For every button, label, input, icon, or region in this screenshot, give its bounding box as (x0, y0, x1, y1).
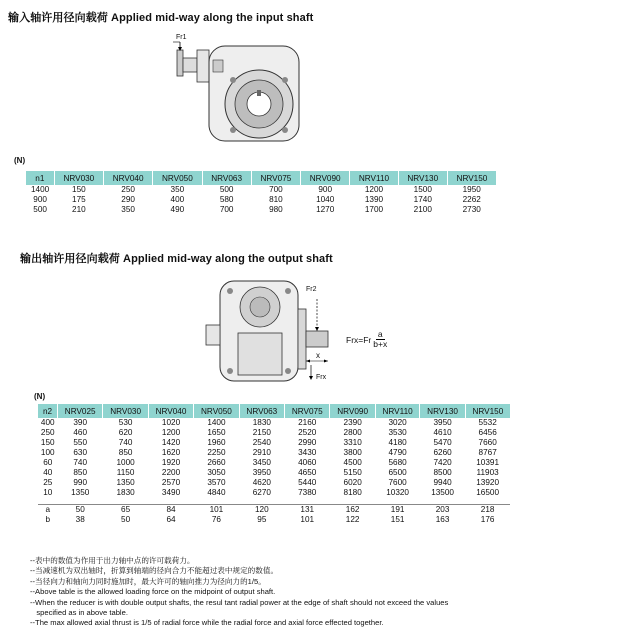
table-cell: 3050 (207, 468, 226, 477)
input-header-cell: n1 (26, 171, 54, 185)
table-cell: 500 (33, 205, 47, 214)
input-shaft-drawing (163, 36, 323, 146)
input-unit-label: (N) (14, 156, 26, 165)
table-cell: 3950 (252, 468, 271, 477)
table-cell: 1200 (364, 185, 384, 194)
note-line: --表中的数值为作用于出力轴中点的许可载荷力。 (30, 556, 195, 565)
table-cell: 1500 (413, 185, 432, 194)
input-header-cell: NRV040 (103, 171, 152, 185)
table-cell: 8767 (478, 448, 497, 457)
table-cell: 101 (300, 515, 315, 524)
input-table-header (26, 171, 496, 185)
table-cell: 350 (121, 205, 135, 214)
table-cell: 4060 (298, 458, 317, 467)
table-cell: 4650 (298, 468, 317, 477)
notes (30, 556, 610, 629)
note-line: --When the reducer is with double output shafts, the resul tant radial power at the edge of shaft should not exceed the values (30, 597, 449, 607)
table-cell: 60 (43, 458, 53, 467)
table-cell: 210 (72, 205, 86, 214)
table-cell: 3530 (388, 428, 407, 437)
output-header-cell: n2 (38, 404, 58, 418)
table-cell: 980 (269, 205, 283, 214)
input-header-cell: NRV150 (447, 171, 496, 185)
table-cell: 850 (118, 448, 133, 457)
table-cell: 620 (118, 428, 133, 437)
x-dimension-label: x (316, 351, 320, 360)
table-cell: 290 (121, 195, 135, 204)
table-cell: 218 (465, 505, 510, 516)
table-cell: 10320 (386, 488, 409, 497)
table-cell: 530 (118, 418, 133, 427)
table-row (38, 438, 510, 448)
table-cell: 2660 (207, 458, 226, 467)
table-cell: 2160 (298, 418, 317, 427)
table-cell: 1950 (462, 185, 481, 194)
table-cell: 64 (166, 515, 176, 524)
table-cell: 700 (219, 205, 234, 214)
output-header-cell: NRV030 (103, 404, 148, 418)
table-cell: 175 (72, 195, 86, 204)
output-table-header (38, 404, 510, 418)
input-header-cell: NRV090 (301, 171, 350, 185)
table-cell: 1830 (116, 488, 135, 497)
table-cell: 3490 (161, 488, 181, 497)
table-cell: 2250 (207, 448, 226, 457)
table-cell: 191 (375, 505, 420, 516)
table-cell: 6270 (252, 488, 271, 497)
table-cell: 4500 (343, 458, 362, 467)
note-line: --Above table is the allowed loading force on the midpoint of output shaft. (30, 587, 276, 597)
table-cell: 162 (330, 505, 375, 516)
table-row (38, 418, 510, 428)
table-cell: 100 (40, 448, 55, 457)
input-load-table (26, 171, 496, 215)
output-header-cell: NRV025 (58, 404, 103, 418)
table-cell: 1740 (413, 195, 432, 204)
table-cell: 95 (257, 515, 267, 524)
table-cell: 7660 (478, 438, 497, 447)
table-cell: 2990 (298, 438, 317, 447)
table-cell: 5150 (343, 468, 362, 477)
table-cell: 6260 (433, 448, 452, 457)
table-cell: 4610 (433, 428, 452, 437)
table-cell: 400 (40, 418, 55, 427)
table-cell: 1700 (364, 205, 384, 214)
formula-fraction (373, 330, 387, 349)
input-header-cell: NRV030 (54, 171, 103, 185)
table-row (38, 505, 510, 516)
table-cell: 740 (118, 438, 133, 447)
input-header-cell: NRV130 (398, 171, 447, 185)
table-cell: 3800 (343, 448, 362, 457)
table-cell: 8500 (433, 468, 452, 477)
table-cell: 3570 (207, 478, 226, 487)
note-line: --当减速机为双出轴时，折算到轴端的径向合力不能超过表中规定的数值。 (30, 566, 279, 576)
table-cell: 2520 (298, 428, 317, 437)
note-line: --当径向力和轴向力同时施加时，最大许可的轴向推力为径向力的1/5。 (30, 576, 266, 586)
table-cell: 76 (211, 515, 221, 524)
table-cell: 150 (40, 438, 55, 447)
note-line: specified as in above table. (30, 608, 128, 618)
table-cell: 5680 (388, 458, 407, 467)
table-cell: 5532 (478, 418, 497, 427)
fr1-label: Fr1 (176, 34, 187, 41)
table-cell: 3950 (433, 418, 452, 427)
table-row (38, 448, 510, 458)
table-row (38, 458, 510, 468)
table-cell: 3020 (388, 418, 407, 427)
output-unit-label: (N) (34, 392, 46, 401)
table-cell: 122 (345, 515, 360, 524)
table-cell: 490 (170, 205, 185, 214)
table-cell: 1040 (316, 195, 335, 204)
table-cell: 1150 (116, 468, 135, 477)
table-cell: 700 (269, 185, 283, 194)
table-cell: 11903 (476, 468, 499, 477)
output-header-cell: NRV075 (285, 404, 330, 418)
table-cell: 4840 (207, 488, 226, 497)
note-line: --The max allowed axial thrust is 1/5 of radial force while the radial force and axial force effected together. (30, 618, 384, 628)
table-cell: 2730 (462, 205, 481, 214)
table-cell: 176 (480, 515, 495, 524)
table-cell: 740 (73, 458, 88, 467)
table-cell: 1420 (161, 438, 181, 447)
frx-label: Frx (316, 374, 327, 381)
table-cell: 580 (219, 195, 234, 204)
output-header-cell: NRV110 (375, 404, 420, 418)
table-cell: 1650 (207, 428, 226, 437)
table-cell: 4620 (252, 478, 271, 487)
table-cell: 1400 (207, 418, 226, 427)
table-cell: 6020 (343, 478, 362, 487)
table-cell: 5440 (298, 478, 317, 487)
table-cell: 25 (43, 478, 53, 487)
output-header-cell: NRV040 (148, 404, 193, 418)
table-row (38, 488, 510, 498)
table-cell: 120 (239, 505, 284, 516)
table-cell: 163 (435, 515, 450, 524)
table-cell: 2150 (252, 428, 271, 437)
table-cell: 2800 (343, 428, 362, 437)
table-cell: 5470 (433, 438, 452, 447)
formula (346, 330, 387, 349)
table-cell: 13920 (476, 478, 500, 487)
table-row (38, 478, 510, 488)
table-cell: 1830 (252, 418, 271, 427)
output-section-title: 输出轴许用径向载荷 Applied mid-way along the output shaft (20, 253, 333, 265)
table-cell: 8180 (343, 488, 362, 497)
table-cell: 1350 (116, 478, 135, 487)
input-header-cell: NRV075 (251, 171, 300, 185)
table-cell: 9940 (433, 478, 452, 487)
input-header-cell: NRV063 (202, 171, 251, 185)
table-cell: a (38, 505, 58, 516)
table-cell: 10 (43, 488, 53, 497)
table-cell: 2100 (413, 205, 432, 214)
table-cell: 7420 (433, 458, 452, 467)
table-cell: 16500 (476, 488, 500, 497)
output-header-cell: NRV130 (420, 404, 465, 418)
table-row (38, 468, 510, 478)
table-cell: 990 (73, 478, 88, 487)
table-cell: 131 (285, 505, 330, 516)
table-cell: 900 (33, 195, 47, 204)
table-cell: 3450 (252, 458, 271, 467)
table-cell: 3310 (343, 438, 362, 447)
table-cell: 1390 (364, 195, 384, 204)
table-row (38, 515, 510, 525)
table-cell: 1920 (161, 458, 181, 467)
table-cell: 500 (219, 185, 234, 194)
fr2-label: Fr2 (306, 286, 317, 293)
table-cell: 1200 (161, 428, 181, 437)
table-cell: 7600 (388, 478, 407, 487)
input-header-cell: NRV110 (350, 171, 398, 185)
input-section-title: 输入轴许用径向载荷 Applied mid-way along the input shaft (8, 12, 314, 24)
table-cell: 630 (73, 448, 88, 457)
input-header-cell: NRV050 (153, 171, 202, 185)
table-cell: 101 (194, 505, 239, 516)
table-cell: 7380 (298, 488, 317, 497)
table-cell: 350 (170, 185, 185, 194)
table-cell: 6456 (478, 428, 497, 437)
output-load-table (38, 404, 510, 525)
table-row (26, 195, 496, 205)
table-cell: 1620 (161, 448, 181, 457)
table-cell: 4180 (388, 438, 407, 447)
table-cell: 84 (148, 505, 193, 516)
table-cell: 2262 (462, 195, 481, 204)
table-cell: 6500 (388, 468, 407, 477)
formula-numerator: a (377, 329, 383, 339)
table-row (26, 185, 496, 195)
table-cell: 900 (318, 185, 333, 194)
table-cell: 1400 (31, 185, 50, 194)
table-cell: 50 (58, 505, 103, 516)
table-cell: 203 (420, 505, 465, 516)
table-cell: 1960 (207, 438, 226, 447)
table-cell: 1270 (316, 205, 335, 214)
formula-denominator: b+x (373, 339, 388, 349)
table-cell: 550 (73, 438, 88, 447)
table-cell: 10391 (476, 458, 500, 467)
table-cell: 3430 (298, 448, 317, 457)
table-cell: b (45, 515, 51, 524)
table-cell: 2570 (161, 478, 181, 487)
table-cell: 850 (73, 468, 88, 477)
table-cell: 1020 (161, 418, 181, 427)
table-cell: 2540 (252, 438, 271, 447)
output-header-cell: NRV063 (239, 404, 284, 418)
table-cell: 50 (121, 515, 131, 524)
table-cell: 40 (43, 468, 53, 477)
table-cell: 250 (121, 185, 135, 194)
table-cell: 150 (72, 185, 86, 194)
table-cell: 460 (73, 428, 88, 437)
output-header-cell: NRV050 (194, 404, 239, 418)
formula-lhs: Frx=Fr (346, 334, 372, 345)
table-cell: 1350 (71, 488, 90, 497)
table-cell: 13500 (431, 488, 454, 497)
table-cell: 390 (73, 418, 88, 427)
table-row (38, 428, 510, 438)
table-cell: 4790 (388, 448, 407, 457)
table-cell: 2390 (343, 418, 362, 427)
table-cell: 38 (75, 515, 85, 524)
table-cell: 65 (103, 505, 148, 516)
table-cell: 2910 (252, 448, 271, 457)
table-cell: 400 (170, 195, 185, 204)
table-cell: 250 (40, 428, 55, 437)
output-header-cell: NRV150 (465, 404, 510, 418)
table-row (26, 205, 496, 215)
table-cell: 810 (269, 195, 283, 204)
table-cell: 151 (390, 515, 405, 524)
table-cell: 2200 (161, 468, 181, 477)
output-header-cell: NRV090 (330, 404, 375, 418)
table-cell: 1000 (116, 458, 135, 467)
